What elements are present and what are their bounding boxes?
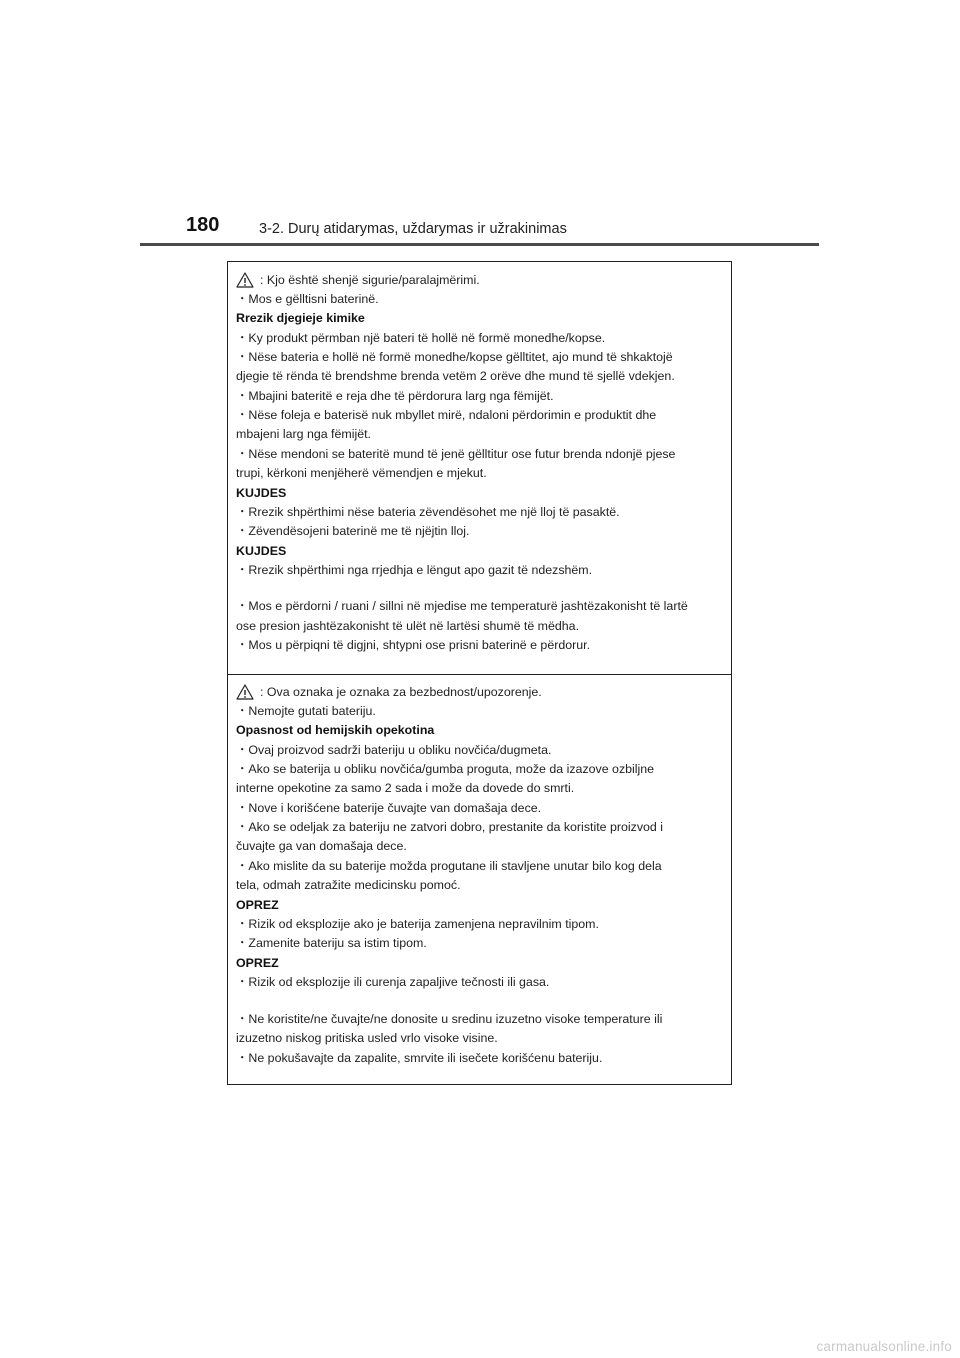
notice-line: djegie të rënda të brendshme brenda vetëm 2 orëve dhe mund të sjellë vdekjen. xyxy=(236,369,675,383)
notice-line: ・Rrezik shpërthimi nëse bateria zëvendësohet me një lloj të pasaktë. xyxy=(236,505,620,519)
notice-heading: OPREZ xyxy=(236,898,279,912)
notice-line: ・Rrezik shpërthimi nga rrjedhja e lëngut apo gazit të ndezshëm. xyxy=(236,563,593,577)
notice-line: ・Ovaj proizvod sadrži bateriju u obliku novčića/dugmeta. xyxy=(236,743,552,757)
notice-line-text: : Kjo është shenjë sigurie/paralajmërimi. xyxy=(260,273,480,287)
warning-triangle-icon xyxy=(236,272,254,288)
notice-line: čuvajte ga van domašaja dece. xyxy=(236,839,407,853)
notice-heading: KUJDES xyxy=(236,486,287,500)
notice-section-serbian xyxy=(228,674,731,1084)
notice-line: ・Ne pokušavajte da zapalite, smrvite ili isečete korišćenu bateriju. xyxy=(236,1051,603,1065)
notice-line: ・Mos e përdorni / ruani / sillni në mjedise me temperaturë jashtëzakonisht të lartë xyxy=(236,599,688,613)
notice-heading: Rrezik djegieje kimike xyxy=(236,311,365,325)
page-number: 180 xyxy=(186,214,220,236)
notice-section-albanian xyxy=(228,262,731,674)
notice-line: ・Zëvendësojeni baterinë me të njëjtin lloj. xyxy=(236,524,470,538)
notice-line: izuzetno niskog pritiska usled vrlo visoke visine. xyxy=(236,1031,498,1045)
notice-line: ・Ky produkt përmban një bateri të hollë në formë monedhe/kopse. xyxy=(236,331,606,345)
notice-line: ・Nëse mendoni se bateritë mund të jenë gëlltitur ose futur brenda ndonjë pjese xyxy=(236,447,676,461)
notice-line: ・Mos u përpiqni të digjni, shtypni ose prisni baterinë e përdorur. xyxy=(236,638,591,652)
notice-line: ・Ne koristite/ne čuvajte/ne donosite u sredinu izuzetno visoke temperature ili xyxy=(236,1012,663,1026)
notice-line: ・Mbajini bateritë e reja dhe të përdorura larg nga fëmijët. xyxy=(236,389,554,403)
notice-heading: Opasnost od hemijskih opekotina xyxy=(236,723,435,737)
notice-line: ・Ako mislite da su baterije možda progutane ili stavljene unutar bilo kog dela xyxy=(236,859,662,873)
section-title: 3-2. Durų atidarymas, uždarymas ir užrakinimas xyxy=(259,221,567,237)
header-rule xyxy=(140,243,819,246)
notice-heading: OPREZ xyxy=(236,956,279,970)
notice-line: ・Ako se odeljak za bateriju ne zatvori dobro, prestanite da koristite proizvod i xyxy=(236,820,664,834)
notice-line: ・Nëse bateria e hollë në formë monedhe/kopse gëlltitet, ajo mund të shkaktojë xyxy=(236,350,673,364)
notice-line: ・Nove i korišćene baterije čuvajte van domašaja dece. xyxy=(236,801,542,815)
notice-line xyxy=(236,272,725,288)
notice-line: ・Zamenite bateriju sa istim tipom. xyxy=(236,936,427,950)
notice-line: tela, odmah zatražite medicinsku pomoć. xyxy=(236,878,461,892)
notice-line: ose presion jashtëzakonisht të ulët në lartësi shumë të mëdha. xyxy=(236,619,580,633)
notice-line xyxy=(236,684,725,700)
notice-line: ・Rizik od eksplozije ako je baterija zamenjena nepravilnim tipom. xyxy=(236,917,599,931)
notice-line: ・Nëse foleja e baterisë nuk mbyllet mirë, ndaloni përdorimin e produktit dhe xyxy=(236,408,657,422)
notice-line: ・Ako se baterija u obliku novčića/gumba proguta, može da izazove ozbiljne xyxy=(236,762,655,776)
notice-line-text: : Ova oznaka je oznaka za bezbednost/upozorenje. xyxy=(260,685,542,699)
watermark: carmanualsonline.info xyxy=(816,1339,952,1354)
warning-triangle-icon xyxy=(236,684,254,700)
notice-line: mbajeni larg nga fëmijët. xyxy=(236,427,371,441)
notice-heading: KUJDES xyxy=(236,544,287,558)
notice-line: ・Rizik od eksplozije ili curenja zapaljive tečnosti ili gasa. xyxy=(236,975,550,989)
notice-line: ・Mos e gëlltisni baterinë. xyxy=(236,292,379,306)
notice-line: interne opekotine za samo 2 sada i može da dovede do smrti. xyxy=(236,781,575,795)
battery-warning-box xyxy=(227,261,732,1085)
notice-line: trupi, kërkoni menjëherë vëmendjen e mjekut. xyxy=(236,466,487,480)
notice-line: ・Nemojte gutati bateriju. xyxy=(236,704,376,718)
